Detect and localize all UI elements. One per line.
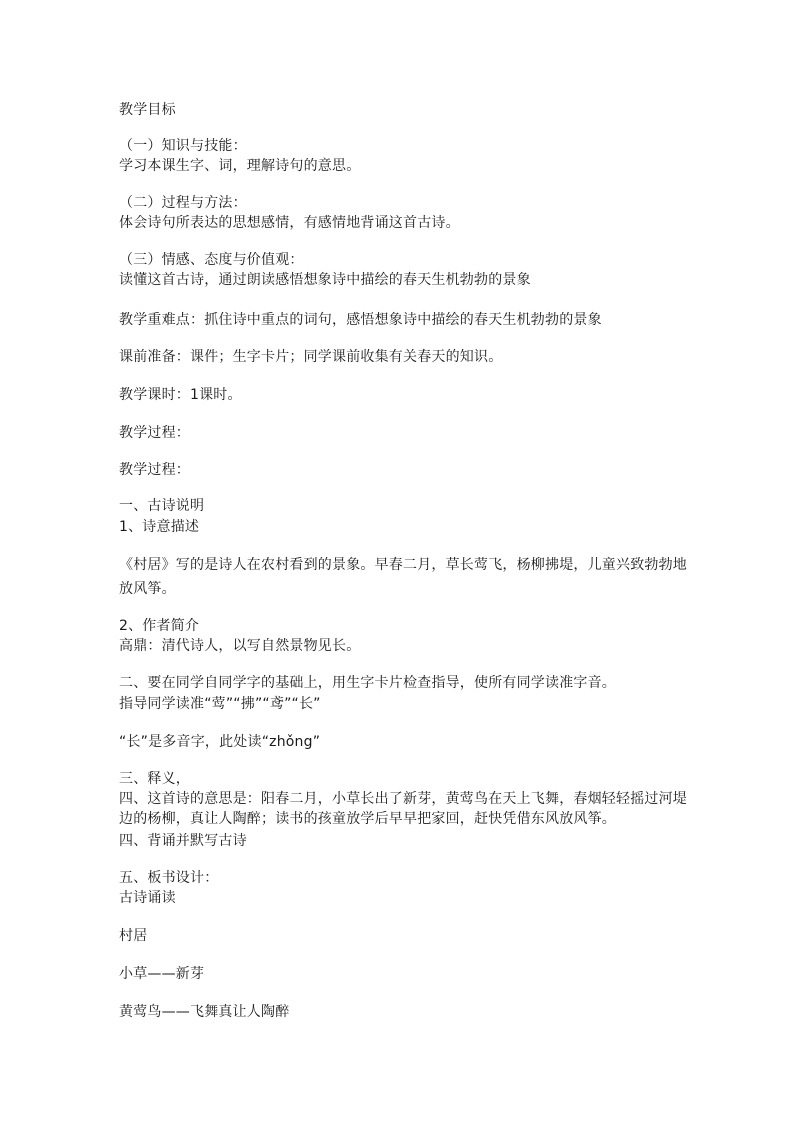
board-3: 小草——新芽 xyxy=(119,966,205,982)
section-2-text: 二、要在同学自同学字的基础上，用生字卡片检查指导，使所有同学读准字音。 xyxy=(119,675,616,691)
objective-1-text: 学习本课生字、词，理解诗句的意思。 xyxy=(119,158,361,174)
board-4: 黄莺鸟——飞舞真让人陶醉 xyxy=(119,1004,290,1020)
document-title: 教学目标 xyxy=(119,102,176,118)
polyphone-note: “长”是多音字，此处读“zhǒng” xyxy=(119,734,321,750)
section-1-sub-2: 2、作者简介 xyxy=(119,618,200,634)
objective-2-text: 体会诗句所表达的思想感情，有感情地背诵这首古诗。 xyxy=(119,215,460,231)
section-5-heading: 五、板书设计： xyxy=(119,870,219,886)
class-hours: 教学课时：1课时。 xyxy=(119,387,242,403)
author-intro: 高鼎：清代诗人，以写自然景物见长。 xyxy=(119,638,361,654)
section-4-line-2: 边的杨柳，真让人陶醉；读书的孩童放学后早早把家回，赶快凭借东风放风筝。 xyxy=(119,811,616,827)
objective-1-heading: （一）知识与技能： xyxy=(119,138,247,154)
poem-desc-line-2: 放风筝。 xyxy=(119,581,176,597)
guide-reading: 指导同学读准“莺”“拂”“鸢”“长” xyxy=(119,696,321,712)
board-2: 村居 xyxy=(119,928,148,944)
section-4-line-1: 四、这首诗的意思是：阳春二月，小草长出了新芽，黄莺鸟在天上飞舞，春烟轻轻摇过河堤 xyxy=(119,791,687,807)
section-4b: 四、背诵并默写古诗 xyxy=(119,833,247,849)
objective-3-text: 读懂这首古诗，通过朗读感悟想象诗中描绘的春天生机勃勃的景象 xyxy=(119,272,531,288)
section-1-sub-1: 1、诗意描述 xyxy=(119,519,200,535)
process-heading-1: 教学过程： xyxy=(119,425,190,441)
objective-3-heading: （三）情感、态度与价值观： xyxy=(119,252,304,268)
section-1-heading: 一、古诗说明 xyxy=(119,498,205,514)
section-3: 三、释义， xyxy=(119,771,190,787)
board-1: 古诗诵读 xyxy=(119,890,176,906)
process-heading-2: 教学过程： xyxy=(119,462,190,478)
poem-desc-line-1: 《村居》写的是诗人在农村看到的景象。早春二月，草长莺飞，杨柳拂堤，儿童兴致勃勃地 xyxy=(119,557,687,573)
preparation: 课前准备：课件；生字卡片；同学课前收集有关春天的知识。 xyxy=(119,349,503,365)
key-points: 教学重难点：抓住诗中重点的词句，感悟想象诗中描绘的春天生机勃勃的景象 xyxy=(119,312,602,328)
objective-2-heading: （二）过程与方法： xyxy=(119,195,247,211)
